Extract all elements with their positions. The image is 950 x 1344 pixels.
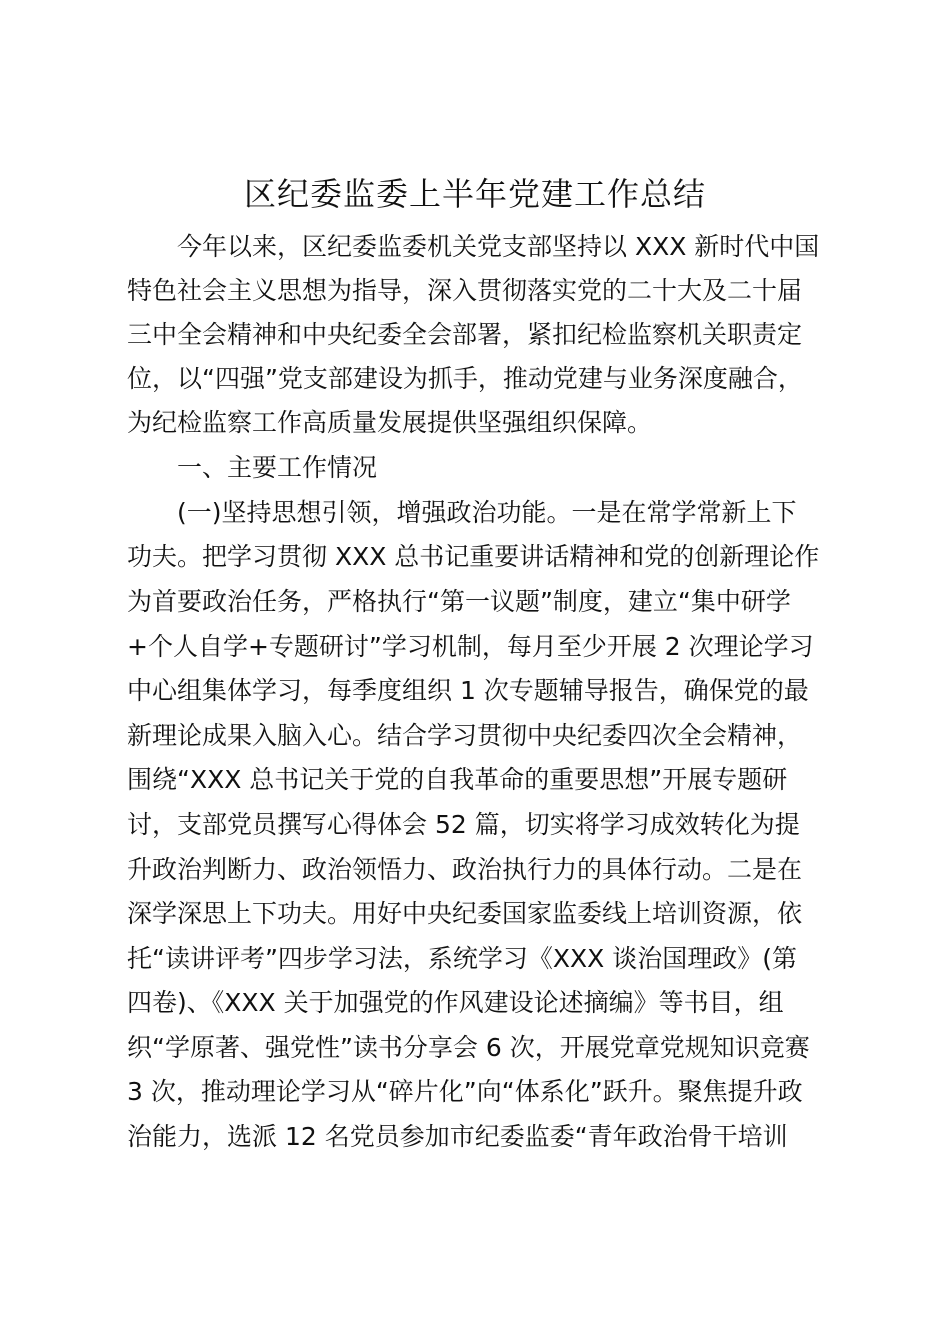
body-text-line: 特色社会主义思想为指导，深入贯彻落实党的二十大及二十届 [127, 276, 803, 305]
body-text-line: 为首要政治任务，严格执行“第一议题”制度，建立“集中研学 [127, 587, 791, 616]
body-text-line: 托“读讲评考”四步学习法，系统学习《XXX 谈治国理政》(第 [127, 944, 797, 973]
body-text-line: 讨，支部党员撰写心得体会 52 篇，切实将学习成效转化为提 [127, 810, 800, 839]
body-text-line: 升政治判断力、政治领悟力、政治执行力的具体行动。二是在 [127, 855, 803, 884]
body-text-line: 为纪检监察工作高质量发展提供坚强组织保障。 [127, 408, 653, 437]
body-text-line: 织“学原著、强党性”读书分享会 6 次，开展党章党规知识竞赛 [127, 1033, 810, 1062]
body-text-line: 中心组集体学习，每季度组织 1 次专题辅导报告，确保党的最 [127, 676, 809, 705]
body-text-line: 今年以来，区纪委监委机关党支部坚持以 XXX 新时代中国 [177, 232, 820, 261]
body-text-line: 位，以“四强”党支部建设为抓手，推动党建与业务深度融合， [127, 364, 803, 393]
body-text-line: 四卷)、《XXX 关于加强党的作风建设论述摘编》等书目，组 [127, 988, 784, 1017]
body-text-line: +个人自学+专题研讨”学习机制，每月至少开展 2 次理论学习 [127, 632, 814, 661]
body-text-line: 深学深思上下功夫。用好中央纪委国家监委线上培训资源，依 [127, 899, 803, 928]
body-text-line: 治能力，选派 12 名党员参加市纪委监委“青年政治骨干培训 [127, 1122, 788, 1151]
body-text-line: 三中全会精神和中央纪委全会部署，紧扣纪检监察机关职责定 [127, 320, 803, 349]
body-text-line: 功夫。把学习贯彻 XXX 总书记重要讲话精神和党的创新理论作 [127, 542, 820, 571]
document-title: 区纪委监委上半年党建工作总结 [243, 175, 706, 213]
body-text-line: (一)坚持思想引领，增强政治功能。一是在常学常新上下 [177, 498, 797, 527]
body-text-line: 3 次，推动理论学习从“碎片化”向“体系化”跃升。聚焦提升政 [127, 1077, 803, 1106]
body-text-line: 围绕“XXX 总书记关于党的自我革命的重要思想”开展专题研 [127, 765, 788, 794]
section-heading: 一、主要工作情况 [177, 453, 378, 482]
body-text-line: 新理论成果入脑入心。结合学习贯彻中央纪委四次全会精神， [127, 721, 803, 750]
